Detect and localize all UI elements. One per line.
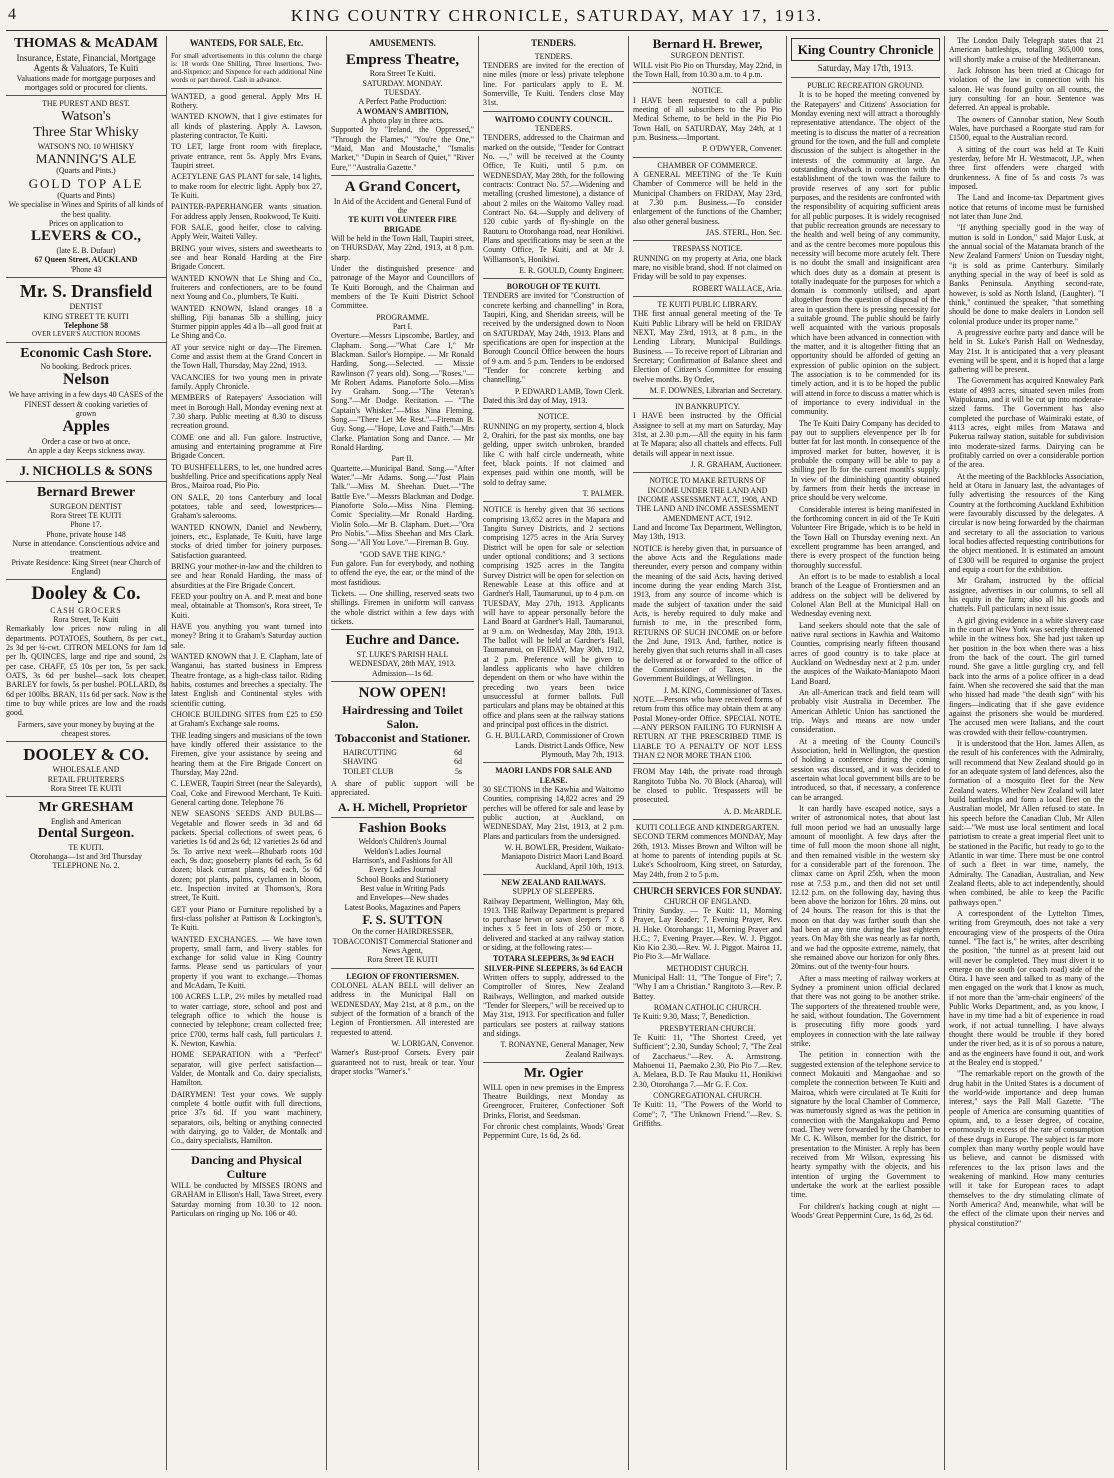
editorial-paragraph: At a meeting of the County Council's Association, held in Wellington, the question of holding a conference during the coming session was discussed, and it was decided to ascertain what local government bills are to be introduced, so that, if necessary, a conference can be arranged.	[791, 736, 940, 802]
michell-title: A. H. Michell, Proprietor	[337, 799, 468, 814]
notice-title: NOTICE.	[538, 412, 569, 422]
dooley-address: Rora Street, Te Kuiti	[53, 614, 119, 624]
editorial-paragraph: Considerable interest is being manifested in the forthcoming concert in aid of the Te Kuiti Volunteer Fire Brigade, which is to be held in the Town Hall on Thursday evening next. An excellent programme has been arranged, and there is every prospect of the function being thoroughly successful.	[791, 504, 940, 570]
commerce-title: CHAMBER OF COMMERCE.	[657, 160, 758, 170]
king-sign: J. M. KING, Commissioner of Taxes.	[663, 685, 782, 695]
classified-ad: WANTED KNOWN, Daniel and Newberry, joiners, etc., Esplanade, Te Kuiti, have large stocks of dried timber for joinery purposes. Satisfaction guaranteed.	[171, 522, 322, 560]
mannings-title: MANNING'S ALE	[35, 151, 137, 167]
dooley2-wholesale: WHOLESALE AND	[52, 765, 120, 775]
editorial-title: PUBLIC RECREATION GROUND.	[807, 80, 924, 90]
editorial-paragraph: It is to be hoped the meeting convened by the Ratepayers' and Citizens' Association for Monday evening next will attract a thoroughly representative attendance. The object of the meeting is to discuss the matter of a recreation ground for the town, and the full and complete discussion of the subject is altogether in the interests of the community at large. An outstanding drawback in connection with the establishment of the town was the failure to provide reserves of any sort for public purposes, and the residents are confronted with the responsibility of acquiring sufficient areas for all public purposes. It is widely recognised that public recreation grounds are necessary to the health and well being of any community, and as the centre becomes more populous this necessity will become more acutely felt. There is no doubt the small and insignificant area which does duty as a domain at present is totally inadequate for the purposes for which a domain is commonly utilised, and apart altogether from the question of disposal of the area in question there is pressing necessity for a suitable ground. The public should be fairly well acquainted with the various proposals which have been advanced in connection with the matter, and it is altogether fitting that an opportunity should be afforded of getting an expression of public opinion on the subject. The association is to be commended for its timely action, and it is to be hoped the public will attend in force to discuss a matter which is of importance to every individual in the community.	[791, 90, 940, 417]
news-paragraph: A progressive euchre party and dance will be held in St. Luke's Parish Hall on Wednesday, May 21st. It is anticipated that a very pleasant evening will be spent, and it is hoped that a large gathering will be present.	[949, 327, 1104, 375]
goldtop-title: GOLD TOP ALE	[28, 175, 144, 191]
news-paragraph: "The remarkable report on the growth of the drug habit in the United States is a document of the world-wide importance and deep human interest," says the Pall Mall Gazette. "The people of America are consuming quantities of opium, and, to a lesser degree, of cocaine, enormously in excess of the rate of consumption of these drugs in Europe. The subject is far more complex than many worthy people would have us believe, and cannot be dismissed with references to the lax prison laws and the weakening of mankind. How many centuries will it take for European races to adapt themselves to the dry stimulating climate of North America? And, meanwhile, what will be the effect of the climate upon their nerves and physical constitution?"	[949, 1069, 1104, 1228]
price-value: 6d	[454, 757, 462, 767]
coe-title: CHURCH OF ENGLAND.	[663, 896, 752, 906]
empress-address: Rora Street Te Kuiti.	[369, 69, 436, 79]
meth-title: METHODIST CHURCH.	[666, 963, 749, 973]
classified-ad: FOR SALE, good heifer, close to calving. Apply Weir, Waitetì Valley.	[171, 222, 322, 242]
dransfield-title: Mr. S. Dransfield	[19, 281, 153, 302]
classified-ad: PAINTER-PAPERHANGER wants situation. For address apply Jensen, Rookwood, Te Kuiti.	[171, 202, 322, 221]
part1-title: Part I.	[392, 321, 413, 331]
column-1-advertisements	[6, 36, 166, 1470]
presb-text: Te Kuiti: 11, "The Shortest Creed, yet Sufficient"; 2.30, Sunday School; 7, "The Zeal of Zacchaeus."—Rev. A. Armstrong. Mahoenui 11, Paemako 2.30, Pio Pio 7.—Rev. A. Melaea, B.D. Te Rau Mauku 11, Honikiwi 2.30, Otorohanga 7.—Mr G. F. Cox.	[633, 1033, 782, 1089]
concert-under: Under the distinguished presence and patronage of the Mayor and Councillors of Te Kuiti Borough, and the Chairman and members of the Te Kuiti District School Committee.	[331, 263, 474, 311]
lamb-sign: P. EDWARD LAMB, Town Clerk.	[514, 386, 624, 396]
concert-brigade: TE KUITI VOLUNTEER FIRE BRIGADE	[348, 215, 457, 234]
sutton-sub: On the corner HAIRDRESSER, TOBACCONIST Commercial Stationer and News Agent,	[332, 927, 473, 955]
editorial-paragraph: It can hardly have escaped notice, says a writer of astronomical notes, that about last full moon period we had an unusually large amount of moonlight. A few days after the time of full moon the moon shone all night, and then remained visible in the western sky for a considerable part of the forenoon. The climax came on April 25th, when the moon rose at 7.53 p.m., and then did not set until 12.12 p.m. on the following day, having thus been above the horizon for 16hrs. 20 mins. out of 24 hours. The reason for this is that the moon on that day was farther south than she had been at any time during the last eighteen years. On May 8th she was nearly as far north, and we had the opposite extreme, namely, that she remained above our horizon for only 8hrs. 20mins. out of the twenty-four hours.	[791, 803, 940, 972]
classified-ad: WANTED KNOWN, that I give estimates for all kinds of plastering. Apply A. Lawson, plastering contractor, Te Kuiti.	[171, 112, 322, 140]
no-booking: No booking. Bedrock prices.	[40, 362, 132, 372]
tax-dept: Land and Income Tax Department, Wellington, May 13th, 1913.	[633, 523, 782, 542]
brewer-private-phone: Phone, private house 148	[46, 529, 126, 539]
cong-text: Te Kuiti: 11, "The Powers of the World to Come"; 7, "The Unknown Friend."—Rev. S. Griffiths.	[633, 1100, 782, 1129]
classified-ad: DAIRYMEN! Test your cows. We supply complete 4 bottle outfit with full directions, price 37s 6d. If you want machinery, separators, oils, belting or anything connected with dairying, go to Valder, de Montalk and Co., dairy specialists, Hamilton.	[171, 1089, 322, 1146]
dooley2-retail: RETAIL FRUITERERS	[47, 774, 125, 784]
classified-ad: C. LEWER, Taupiri Street (near the Saleyards), Coal, Coke and Firewood Merchant, Te Kuiti. General carting done. Telephone 76	[171, 779, 322, 807]
tenders-title: TENDERS.	[531, 38, 576, 48]
classified-ad: COME one and all. Fun galore. Instructive, amusing and entertaining programme at Fire Brigade Concert.	[171, 432, 322, 461]
photo-text: A photo play in three acts.	[361, 115, 444, 125]
watsons-title: Watson's	[61, 108, 111, 124]
ambition-title: A WOMAN'S AMBITION,	[356, 106, 449, 116]
kinder-text: SECOND TERM commences MONDAY, May 26th, 1913. Misses Brown and Wilton will be at home to parents of intending pupils at St. Luke's Schoolroom, King street, on Saturday, May 24th, from 2 to 5 p.m.	[633, 832, 782, 879]
goldtop-sub: (Quarts and Pints)	[57, 191, 115, 201]
sterl-sign: JAS. STERL, Hon. Sec.	[705, 227, 782, 237]
railways-text-2: Written offers to supply, addressed to the Comptroller of Stores, New Zealand Railways, Wellington, and marked outside "Tender for Sleepers," will be received up to May 31st, 1913. For specification and fuller particulars see posters at railway stations and sidings.	[483, 973, 624, 1039]
news-paragraph: The London Daily Telegraph states that 21 American battleships, totalling 365,000 tons, will shortly make a cruise of the Mediterranean.	[949, 36, 1104, 64]
sutton-title: F. S. SUTTON	[362, 911, 443, 927]
brewer-residence: Private Residence: King Street (near Church of England)	[11, 557, 161, 576]
empress-days: SATURDAY. MONDAY.	[362, 78, 443, 88]
news-paragraphs	[949, 36, 1104, 1228]
news-paragraph: A correspondent of the Lyttelton Times, writing from Greymouth, does not take a very encouraging view of the prospects of the Otira tunnel. "The fact is," he writes, after describing the position, "the tunnel as at present laid out will never be completed. They must divert it to emerge on the south (or coach road) side of the Otira. I have seen and talked to as many of the men engaged on the work that I know as much, if not more than the 'arm-chair engineers' of the Public Works Department, and, as you know, I have in my time had a bit of experience in road work, if not actual tunnelling. I have always thought there would be trouble if they bored under the river bed, as it is of so porous a nature, and as the engineers have found it out, and work at the Bealey end is stopped."	[949, 908, 1104, 1068]
euchre-admission: Admission—1s 6d.	[372, 668, 433, 678]
editorial-paragraphs	[791, 90, 940, 1220]
editorial-paragraph: An all-American track and field team will probably visit Australia in December. The American Athletic Union has sanctioned the trip. Ways and means are now under consideration.	[791, 687, 940, 735]
supported-text: Supported by "Ireland, the Oppressed," "Through the Flames," "You're the One," "Maid, Man and Moustache," "Ismalis Market," "Dupin in Search of Quiet," "River Eure," "Australia Gazette."	[331, 125, 474, 172]
dancing-title: Dancing and Physical Culture	[191, 1152, 302, 1181]
gresham-english: English and American	[50, 816, 122, 826]
grown-text: grown	[75, 408, 97, 418]
wallace-sign: ROBERT WALLACE, Aria.	[692, 283, 782, 293]
mcardle-sign: A. D. McARDLE.	[723, 806, 782, 816]
wanteds-intro: For small advertisements in this column the charge is: 18 words One Shilling, Three Insertions, Two-and-Sixpence; and Sixpence for each additional Nine words or part thereof. Cash in advance.	[171, 51, 322, 85]
commerce-text: A GENERAL MEETING of the Te Kuiti Chamber of Commerce will be held in the Municipal Chambers on FRIDAY, May 23rd, at 7.30 p.m. Business.—To consider enlargement of the functions of the Chamber; also other general business.	[633, 169, 782, 226]
pathe-text: A Perfect Pathe Production:	[358, 97, 447, 107]
coe-text: Trinity Sunday. — Te Kuiti: 11, Morning Prayer, Lay Reader; 7, Evening Prayer, Rev. H. Hoke. Otorohanga: 11, Morning Prayer and H.C.; 7, Evening Prayer.—Rev. W. J. Piggot. Kio Kio 2.30.—Rev. W. J. Piggot. Mairoa 11, Pio Pio 3.—Mr Wallace.	[633, 905, 782, 962]
classified-ad: WANTED EXCHANGES. — We have town property, small farm, and livery stables for exchange for solid value in King Country farms. Please send us particulars of your property if you want to exchange.—Thomas and McAdam, Te Kuiti.	[171, 934, 322, 991]
classified-ad: HOME SEPARATION with a "Perfect" separator, will give perfect satisfaction—Valder, de Montalk and Co. dairy specialists, Hamilton.	[171, 1050, 322, 1088]
bullard-sign: G. H. BULLARD, Commissioner of Crown Lands. District Lands Office, New Plymouth, May 7th, 1913.	[485, 731, 624, 759]
sleepers-title: SUPPLY OF SLEEPERS.	[512, 887, 595, 897]
amusements-title: AMUSEMENTS.	[369, 38, 436, 48]
rc-title: ROMAN CATHOLIC CHURCH.	[653, 1003, 762, 1013]
brewer-h-title: Bernard H. Brewer,	[652, 36, 763, 51]
classified-ad: BRING your mother-in-law and the children to see and hear Ronald Harding, the mass of absurdities at the Fire Brigade Concert.	[171, 562, 322, 590]
gould-sign: E. R. GOULD, County Engineer.	[519, 265, 624, 275]
trespass-text: RUNNING on my property at Aria, one black mare, no visible brand, shod. If not claimed on Friday will be sold to pay expenses.	[633, 253, 782, 282]
totara-prices: TOTARA SLEEPERS, 3s 9d EACH SILVER-PINE SLEEPERS, 3s 6d EACH	[484, 954, 623, 973]
column-4-tenders	[478, 36, 628, 1470]
wanteds-title: WANTEDS, FOR SALE, Etc.	[189, 38, 304, 48]
notice-2: NOTICE is hereby given that 36 sections comprising 13,652 acres in the Mapara and Tangitu Survey Districts, and 2 sections comprising 1275 acres in the Aria Survey District will be open for sale or selection under optional conditions; and 3 sections comprising 1925 acres in the Tangitu Survey District will be open for selection on Renewable Lease at this office and at Gardner's Hall, Taumarunui, up to 4 p.m. on TUESDAY, May 27th, 1913. Applicants will have to appear personally before the Land Board at Gardner's Hall, Taumarunui, at 9 a.m. on Wednesday, May 28th, 1913. The ballot will be held at Gardner's Hall, Taumarunui, on FRIDAY, May 30th, 1912, at 2 p.m. Preference will be given to landless applicants who have children dependent on them or who have within the preceding two years been twice unsuccessful at former ballots. Full particulars and plans may be obtained at this office and plans seen at the railway stations and principal post offices in the district.	[483, 505, 624, 729]
price-list	[343, 748, 462, 776]
news-paragraph: Jack Johnson has been tried at Chicago for violation of the law in connection with his saloon. He was found guilty on all counts, the jury consulting for an hour. Sentence was deferred. An appeal is probable.	[949, 65, 1104, 113]
road-closed-text: FROM May 14th, the private road through Rangitoto Tubba No. 70 Block (Aharoa), will be closed to public. Trespassers will be prosecuted.	[633, 767, 782, 805]
legion-title: LEGION OF FRONTIERSMEN.	[346, 971, 459, 981]
page-number: 4	[8, 6, 16, 23]
programme-title: PROGRAMME.	[376, 312, 429, 322]
legion-lorigan: W. LORIGAN, Convenor.	[391, 1038, 474, 1048]
notice-1: RUNNING on my property, section 4, block 2, Orahiri, for the past six months, one bay gelding, upper switch unbroken, branded like C with half circle underneath, white feet, black points. If not claimed and expenses paid within one month, will be sold to defray same.	[483, 421, 624, 487]
dransfield-telephone: Telephone 58	[63, 320, 109, 330]
classified-ad: AT your service night or day—The Firemen. Come and assist them at the Grand Concert in the Town Hall, Thursday, May 22nd, 1913.	[171, 342, 322, 371]
god-save-king: "GOD SAVE THE KING."	[359, 549, 446, 559]
mannings-sub: (Quarts and Pints.)	[56, 166, 116, 176]
share-text: A share of public support will be appreciated.	[331, 779, 474, 798]
classified-ad: BRING your wives, sisters and sweethearts to see and hear Ronald Harding at the Fire Brigade Concert.	[171, 243, 322, 272]
column-5-notices	[628, 36, 786, 1470]
gresham-tekuiti: TE KUITI.	[68, 842, 104, 852]
brewer-nurse: Nurse in attendance. Conscientious advice and treatment.	[12, 538, 160, 558]
downes-sign: M. F. DOWNES, Librarian and Secretary.	[649, 385, 782, 395]
churches-title: CHURCH SERVICES FOR SUNDAY.	[633, 885, 782, 896]
editorial-paragraph: An effort is to be made to establish a local branch of the League of Frontiersmen and an address on the subject will be delivered by Colonel Alan Bell at the Municipal Hall on Wednesday evening next.	[791, 572, 940, 619]
presb-title: PRESBYTERIAN CHURCH.	[659, 1023, 756, 1033]
thomas-subtitle: Insurance, Estate, Financial, Mortgage Agents & Valuators, Te Kuiti	[16, 52, 156, 74]
levers-title: LEVERS & CO.,	[30, 228, 142, 245]
tender-1: TENDERS are invited for the erection of nine miles (more or less) private telephone line. For particulars apply to E. M. Somerville, Te Kuiti. Tenders close May 31st.	[483, 60, 624, 108]
tender-2: TENDERS, addressed to the Chairman and marked on the outside, "Tender for Contract No. —," will be received at the County Office, Te Kuiti, until 5 p.m. on WEDNESDAY, May 28th, for the following contracts: Contract No. 57.—Widening and metalling (crushed limestone), a distance of about 2 miles on the Waitomo Valley road. Contract No. 64.—Supply and delivery of 120 cubic yards of fly-shingle on the Rauturu to Otorohanga road, near Honikiwi. Plans and specifications may be seen at the County Office, Te Kuiti, and at Mr J. Williamson's, Honikiwi.	[483, 133, 624, 264]
classified-ad: ACETYLENE GAS PLANT for sale, 14 lights, to make room for electric light. Apply box 27, Te Kuiti.	[171, 172, 322, 200]
gresham-dental: Dental Surgeon.	[37, 826, 135, 842]
classified-ad: WANTED KNOWN that Le Shing and Co., fruiterers and confectioners, are to be found next Young and Co., plumbers, Te Kuiti.	[171, 273, 322, 302]
part2-title: Part II.	[391, 454, 414, 464]
euchre-date: WEDNESDAY, 28th MAY, 1913.	[349, 659, 456, 669]
classified-ad: CHOICE BUILDING SITES from £25 to £50 at Graham's Exchange sale rooms.	[171, 709, 322, 729]
news-paragraph: "If anything specially good in the way of mutton is sold in London," said Major Lusk, at the annual social of the Matamata branch of the New Zealand Farmers' Union on Tuesday night, "it is sold as prime Canterbury. Similarly anything special in the way of beef is sold as Banks Peninsula. Anything second-rate, however, is sold as North Island, (Laughter). "I think," continued the speaker, "that something should be done to make dealers in London sell colonial produce under its proper name."	[949, 223, 1104, 326]
prices-text: Prices on application to	[48, 219, 124, 229]
editorial-paragraph: The petition in connection with the suggested extension of the telephone service to connect Mokauiti and Mangaohae and so complete the connection between Te Kuiti and Mairoa, which were circulated at Te Kuiti for signature by the local Chamber of Commerce, was numerously signed as was the petition in connection with the Mangakakopu and Pemo road. They were forwarded by the Chamber to Mr C. K. Wilson, member for the district, for presentation to the Minister. A reply has been received from Mr Wilson, expressing his hearty sympathy with the objects, and his intention of urging the Government to undertake the work at the earliest possible time.	[791, 1050, 940, 1200]
column-2-wanteds	[166, 36, 326, 1470]
rc-text: Te Kuiti: 9.30, Mass; 7, Benediction.	[633, 1012, 750, 1022]
library-text: THE first annual general meeting of the Te Kuiti Public Library will be held on FRIDAY NEXT, May 23rd, 1913, at 8 p.m., in the Lending Library, Municipal Buildings. Business. — To receive report of Librarian and Secretary; Confirmation of Balance sheet and Election of Citizen's Committee for ensuing twelve months. By Order,	[633, 309, 782, 384]
railways-title: NEW ZEALAND RAILWAYS.	[501, 877, 606, 887]
borough-title: BOROUGH OF TE KUITI.	[506, 282, 601, 292]
brewer-h-text: WILL visit Pio Pio on Thursday, May 22nd, in the Town Hall, from 10.30 a.m. to 4 p.m.	[633, 60, 782, 79]
price-item: HAIRCUTTING	[343, 748, 397, 758]
column-6-editorial	[786, 36, 944, 1470]
classified-ad: NEW SEASONS SEEDS AND BULBS—Vegetable and flower seeds in 3d and 6d packets. Special collections of sweet peas, 6 varieties 1s 6d and 2s 6d; 12 varieties 2s 6d and 5s. To arrive next week—Rhubarb roots 10d each, 9s doz; gooseberry plants 6d each, 5s 6d dozen; black currant plants, 6d each, 5s 6d dozen; pot plants, palms, cyclamen in bloom, etc. Inspection invited at Thomson's, Rora street, Te Kuiti.	[171, 809, 322, 903]
bowler-sign: W. H. BOWLER, President, Waikato-Maniapoto District Maori Land Board. Auckland, April 10th, 1913.	[501, 842, 624, 871]
railways-text-1: Railway Department, Wellington, May 6th, 1913. THE Railway Department is prepared to purchase hewn or sawn sleepers 7 x 8 inches x 5 feet in lots of 250 or more, delivered and stacked at any railway station or siding, at the following rates:—	[483, 896, 624, 953]
cong-title: CONGREGATIONAL CHURCH.	[653, 1091, 762, 1101]
sutton-rora: Rora Street TE KUITI	[367, 955, 438, 965]
fun-text: Fun galore. Fun for everybody, and nothing to offend the eye, the ear, or the mind of the most fastidious.	[331, 559, 474, 587]
meth-text: Municipal Hall: 11, "The Tongue of Fire"; 7, "Why I am a Christian." Rangitoto 3.—Rev. P. Battey.	[633, 973, 782, 1001]
specialise-text: We specialise in Wines and Spirits of all kinds of the best quality.	[8, 200, 164, 219]
levers-address: 67 Queen Street, AUCKLAND	[34, 255, 138, 265]
classified-ad: FEED your poultry on A. and P. meat and bone meal, obtainable at Thomson's, Rora street, Te Kuiti.	[171, 592, 322, 620]
tenders-sub: TENDERS.	[534, 51, 573, 61]
dooley-title: Dooley & Co.	[31, 583, 141, 605]
maori-lands-text: 30 SECTIONS in the Kawhia and Waitomo Counties, comprising 14,822 acres and 29 perches will be offered for sale and lease by public auction, at Auckland, on WEDNESDAY, May 21st, 1913, at 2 p.m. Plans and particulars from the undersigned.	[483, 784, 624, 841]
brewer-rora: Rora Street TE KUITI	[50, 510, 122, 520]
apples-title: Apples	[62, 418, 110, 436]
thomas-mcadam-title: THOMAS & McADAM	[14, 36, 158, 51]
odwyer-sign: P. O'DWYER, Convener.	[702, 144, 782, 154]
brewer-surgeon: SURGEON DENTIST	[49, 501, 123, 511]
thomas-text: Valuations made for mortgage purposes and mortgages sold or procured for clients.	[16, 73, 156, 93]
classified-ad: HAVE you anything you want turned into money? Bring it to Graham's Saturday auction sale.	[171, 622, 322, 650]
dransfield-street: KING STREET TE KUITI	[43, 311, 129, 321]
editorial-paragraph: After a mass meeting of railway workers at Sydney a prominent union official declared that there was not going to be another strike. The supporters of the threatened trouble were, he said, without foundation. The Government is prosecuting fifty more goods yard employees in connection with the late railway strike.	[791, 973, 940, 1049]
tobacconist-title: Tobacconist and Stationer.	[334, 730, 471, 745]
euchre-title: Euchre and Dance.	[345, 633, 460, 649]
chest-text: For chronic chest complaints, Woods' Great Peppermint Cure, 1s 6d, 2s 6d.	[483, 1121, 624, 1141]
fashion-list: Weldon's Children's Journal Weldon's Ladies Journal Harrison's, and Fashions for All Every Ladies Journal School Books and Stationery Best value in Writing Pads and Envelopes—New shades Latest Books, Magazines and Papers	[344, 837, 461, 912]
three-star-title: Three Star Whisky	[33, 125, 139, 141]
part2-text: Quartette.—Municipal Band. Song.—"After Water."—Mr Adams. Song.—"Just Plain Talk."—Miss M. Sheehan. Duet.—"The Battle Eve."—Messrs Blackman and Dodge. Pianoforte Solo.—Miss Nina Fleming. Comic Speciality.—Mr Ronald Harding. Violin Solo.—Mr B. Clapham. Duet.—"Ora Pro Nobis."—Miss Sheehan and Mrs Clark. Song.—"All You Love."—Fireman B. Guy.	[331, 463, 474, 548]
classified-ad: WANTED KNOWN, Island oranges 18 a shilling, Fiji bananas 5lb a shilling, juicy Sturmer pippin apples 4d a lb—all good fruit at Le Shing and Co.	[171, 303, 322, 341]
price-item: SHAVING	[343, 757, 378, 767]
graham-sign: J. R. GRAHAM, Auctioneer.	[690, 460, 782, 470]
economic-title: Economic Cash Store.	[20, 345, 152, 361]
classified-ad: WANTED KNOWN that J. E. Clapham, late of Wanganui, has started business in Empress Theatre frontage, as a high-class tailor. Riding habits, costumes and breeches a specialty. The latest English and Continental styles with scientific cutting.	[171, 651, 322, 708]
column-7-news	[944, 36, 1108, 1470]
part1-text: Overture.—Messrs Lipscombe, Bartley, and Clapham. Song.—"What Care I," Mr Blackman. Sailor's Hornpipe. — Mr Ronald Harding. Song.—Selected. — Missie Rawlinson (7 years old). Song.—"Roses."—Mr Robert Adams. Pianoforte Solo.—Miss Ivy Graham. Song.—"The Veteran's Song."—Mr Dodge. Recitation. — "The Captain's Whisker."—Miss Nina Fleming. Song.—"There Let Me Rest."—Fireman B. Guy. Song.—"Hope, Love and Faith."—Mrs Clarke. Plantation Song and Dance. — Mr Ronald Harding.	[331, 331, 474, 453]
tax-text: NOTICE is hereby given that, in pursuance of the above Acts and the Regulations made thereunder, every person and company within the meaning of the said Acts, having derived income during the year ending March 31st, 1913, from any source of income which is made the subject of taxation under the said Acts, is hereby required to duly make and furnish to me, in the prescribed form, RETURNS OF SUCH INCOME on or before the 2nd June, 1913. And, further, notice is hereby given that such returns shall in all cases be delivered at or forwarded to the office of the Commissioner of Taxes, in the Government Buildings, at Wellington.	[633, 543, 782, 684]
classified-ad: TO LET, large front room with fireplace, private entrance, rent 5s. Apply Mrs Evans, Taupiri street.	[171, 142, 322, 170]
classified-ad: 100 ACRES L.LP., 2½ miles by metalled road to water carriage, store, school and post and telegraph office to which the house is connected by telephone; cream collected free; price £700, terms half cash, full particulars J. K. Newton, Kawhia.	[171, 992, 322, 1049]
library-title: TE KUITI PUBLIC LIBRARY.	[657, 299, 758, 309]
apples-text: We have arriving in a few days 40 CASES of the FINEST dessert & cooking varieties of	[8, 390, 164, 409]
news-paragraph: A girl giving evidence in a white slavery case in the court at New York was secretly threatened while in the witness box. She had just taken up her position in the box when there was a hiss from the back of the court. The girl turned round. She gave a little gurgling cry, and fell back into the arms of a police officer in a dead faint. When she recovered she said that the man who hissed had made "the death sign" with his fingers—indicating that if she gave evidence against the prisoners she would be murdered. The accused men were Italians, and the court was crowded with their fellow-countrymen.	[949, 615, 1104, 737]
levers-sub: (late E. B. Dufaur)	[56, 246, 116, 256]
classified-ad: MEMBERS of Ratepayers' Association will meet in Borough Hall, Monday evening next at 7.30 sharp. Public meeting at 8.30 to discuss recreation ground.	[171, 393, 322, 431]
apple-day-text: An apple a day Keeps sickness away.	[27, 446, 145, 456]
news-paragraph: Mr Graham, instructed by the official assignee, advertises in our columns, to sell all his equity in the farm; also all his goods and chattels. Full particulars in next issue.	[949, 576, 1104, 614]
price-row	[343, 767, 462, 776]
levers-phone: 'Phone 43	[70, 264, 102, 274]
gresham-telephone: TELEPHONE No. 2.	[52, 861, 120, 871]
hairdressing-title: Hairdressing and Toilet Salon.	[342, 702, 463, 731]
news-paragraph: The owners of Cannobar station, New South Wales, have purchased a Roorgate stud ram for £1500, equal to the Australian record.	[949, 114, 1104, 143]
farmers-text: Farmers, save your money by buying at the cheapest stores.	[17, 719, 155, 738]
ogier-text: WILL open in new premises in the Empress Theatre Buildings, next Monday as Greengrocer, Fruiterer, Confectioner Soft Drinks, Florist, and Seedsman.	[483, 1082, 624, 1120]
fashion-title: Fashion Books	[358, 820, 447, 836]
bankruptcy-text: I HAVE been instructed by the Official Assignee to sell at my mart on Saturday, May 31st, at 2.30 p.m.—All the equity in his farm at Te Mapara; also all chattels and effects. Full details will appear in next issue.	[633, 411, 782, 458]
masthead-rule	[6, 30, 1108, 31]
classified-ad: GET your Piano or Furniture repolished by a first-class polisher at Pattison & Lockington's, Te Kuiti.	[171, 904, 322, 933]
dooley2-rora: Rora Street TE KUITI	[50, 783, 122, 793]
tax-note: NOTE.—Persons who have received forms of return from this office may obtain them at any Postal Money-order Office. SPECIAL NOTE.—ANY PERSON FAILING TO FURNISH A RETURN AT THE PRESCRIBED TIME IS LIABLE TO A PENALTY OF NOT LESS THAN £2 NOR MORE THAN £100.	[633, 695, 782, 760]
price-row	[343, 757, 462, 766]
nelson-title: Nelson	[62, 371, 110, 389]
news-paragraph: It is understood that the Hon. James Allen, as the result of his conferences with the Admiralty, will recommend that New Zealand should go in for an adequate system of land defences, also the formation of a mosquito fleet for the New Zealand waters. Whether New Zealand will later build battleships and form a local fleet on the Australian model, Mr Allen refused to state. In his speech before the Canadian Club, Mr Allen said:—"We must use local sentiment and local patriotism to create a great imperial fleet unit to be stationed in the Pacific, but ready to go to the Atlantic in war time. There must be one control of such a fleet in war time, namely, the Admiralty. The Canadian, Australian, and New Zealand fleets, able to act independently, should when combined, be able to keep the Pacific pathways open."	[949, 738, 1104, 907]
waitomo-tenders: TENDERS.	[534, 123, 573, 133]
bankruptcy-title: IN BANKRUPTCY.	[675, 402, 740, 412]
brewer-h-surgeon: SURGEON DENTIST.	[670, 51, 745, 61]
over-levers: OVER LEVER'S AUCTION ROOMS	[31, 330, 141, 339]
editorial-date: Saturday, May 17th, 1913.	[817, 63, 914, 74]
notice5-title: NOTICE.	[692, 86, 723, 96]
classified-ad: TO BUSHFELLERS, to let, one hundred acres bushfelling. Price and specifications apply Neal Bros., Mairoa road, Pio Pio.	[171, 462, 322, 491]
now-open-title: NOW OPEN!	[358, 684, 447, 701]
masthead: KING COUNTRY CHRONICLE, SATURDAY, MAY 17, 1913.	[290, 6, 824, 25]
purest-text: THE PUREST AND BEST.	[42, 99, 130, 109]
editorial-masthead: King Country Chronicle	[791, 38, 940, 61]
dransfield-dentist: DENTIST	[69, 302, 103, 312]
dooley-cash-grocers: CASH GROCERS	[50, 605, 122, 615]
concert-held: Will be held in the Town Hall, Taupiri street, on THURSDAY, May 22nd, 1913, at 8 p.m. sharp.	[331, 233, 474, 262]
waitomo-title: WAITOMO COUNTY COUNCIL.	[494, 114, 613, 124]
dooley2-title: DOOLEY & CO.	[23, 745, 149, 765]
news-paragraph: At the meeting of the Backblocks Association, held at Otaru in January last, the advantages of fully advertising the resources of the King Country at the forthcoming Auckland Exhibition were favourably discussed by the delegates. A circular is now being forwarded by the chairman and secretary to all the association to various local bodies affected requesting contributions for the object mentioned. It is estimated an amount of £300 will be required to organise the project and equip a court for the exhibition.	[949, 471, 1104, 575]
palmer-sign: T. PALMER.	[582, 489, 624, 499]
gresham-otorohanga: Otorohanga—1st and 3rd Thursday	[30, 851, 142, 861]
news-paragraph: A sitting of the court was held at Te Kuiti yesterday, before Mr H. Westmacott, J.P., when three first offenders were charged with drunkenness. A fine of 5s and costs 7s was imposed.	[949, 144, 1104, 191]
nicholls-title: J. NICHOLLS & SONS	[19, 462, 153, 478]
price-value: 5s	[454, 766, 462, 776]
classified-ad: ON SALE, 20 tons Canterbury and local potatoes, table and seed, lowestprices—Graham's salerooms.	[171, 492, 322, 521]
editorial-paragraph: The Te Kuiti Dairy Company has decided to pay out to suppliers elevenpence per lb for butter fat for last month. In consequence of the improved market for butter, however, it is probable the company will be able to pay a shilling per lb for the current month's supply. In view of the diminishing quantity obtained by farmers from their herds the increase in price should be very welcome.	[791, 418, 940, 503]
wanteds-list	[171, 92, 322, 1146]
news-paragraph: The Government has acquired Knowaley Park estate of 4993 acres, situated seven miles from Waipukurau, and it will be cut up into moderate-sized farms. The Government has also completed the purchase of Waimiraki estate, of 4113 acres, eight miles from Matawa and Pukerua railway station, suitable for subdivision into moderate-sized farms. Dairying can be profitably carried on over a considerable portion of the area.	[949, 376, 1104, 470]
maori-lands-title: MAORI LANDS FOR SALE AND LEASE.	[495, 766, 612, 785]
price-row	[343, 748, 462, 757]
news-paragraph: The Land and Income-tax Department gives notice that returns of income must be furnished not later than June 2nd.	[949, 193, 1104, 221]
tender-3: TENDERS are invited for "Construction of concrete kerbing and channelling" in Rora, Taupiri, King, and Sheridan streets, will be received by the undersigned down to Noon on SATURDAY, May 24th, 1913. Plans and specifications are open for inspection at the Borough Council Office between the hours of 9 a.m. and 5 p.m. Tenders to be endorsed "Tender for concrete kerbing and channelling."	[483, 291, 624, 385]
returns-title: NOTICE TO MAKE RETURNS OF INCOME UNDER THE LAND AND INCOME ASSESSMENT ACT, 1908, AND THE LAND AND INCOME ASSESSMENT AMENDMENT ACT, 1912.	[636, 476, 779, 523]
editorial-paragraph: For children's hacking cough at night — Woods' Great Peppermint Cure, 1s 6d, 2s 6d.	[791, 1201, 940, 1220]
notice5-text: I HAVE been requested to call a public meeting of all subscribers to the Pio Pio Medical Scheme, to be held in the Pio Pio Town Hall, on SATURDAY, May 24th, at 1 p.m. Business.—Important.	[633, 95, 782, 142]
dancing-text: WILL be conducted by MISSES IRONS and GRAHAM in Ellison's Hall, Tawa Street, every Saturday morning from 10.30 to 12 noon. Particulars on ringing up No. 106 or 40.	[171, 1181, 322, 1219]
watson-no10: WATSON'S NO. 10 WHISKY	[37, 141, 135, 151]
st-luke-hall: ST. LUKE'S PARISH HALL	[356, 649, 449, 659]
legion-text: COLONEL ALAN BELL will deliver an address in the Municipal Hall on WEDNESDAY, May 21st, at 8 p.m., on the subject of the formation of a branch of the Legion of Frontiersmen. All interested are requested to attend.	[331, 980, 474, 1037]
ogier-title: Mr. Ogier	[523, 1066, 584, 1082]
ronayne-sign: T. RONAYNE, General Manager, New Zealand Railways.	[500, 1040, 624, 1059]
dooley-text: Remarkably low prices now ruling in all departments. POTATOES, Southern, 8s per cwt., 2s 3d per ¼-cwt. CITRON MELONS for Jam 1d per lb. QUINCES, large and ripe and sound, 2s per case. CHAFF, £5 10s per ton, 5s per sack. OATS, 3s 6d per bushel—sack lots cheaper. BARLEY for fowls, 5s per bushel. POLLARD, 8s 6d per 100lbs. BRAN, 11s 6d per sack. Now is the time to buy while prices are low and the roads good.	[6, 624, 166, 718]
order-text: Order a case or two at once.	[41, 437, 131, 447]
price-item: TOILET CLUB	[343, 766, 394, 776]
empress-title: Empress Theatre,	[345, 51, 460, 68]
empress-tuesday: TUESDAY.	[383, 87, 422, 97]
concert-title: A Grand Concert,	[344, 178, 461, 195]
trespass-title: TRESPASS NOTICE.	[672, 244, 743, 254]
kinder-title: KUITI COLLEGE AND KINDERGARTEN.	[635, 822, 780, 832]
warner-text: Warner's Rust-proof Corsets. Every pair guaranteed not to rust, break or tear. Your draper stocks "Warner's."	[331, 1048, 474, 1076]
concert-aid: In Aid of the Accident and General Fund of the	[333, 196, 472, 215]
classified-ad: VACANCIES for two young men in private family. Apply Chronicle.	[171, 372, 322, 392]
classified-ad: WANTED, a good general. Apply Mrs H. Rothery.	[171, 91, 322, 110]
column-3-amusements	[326, 36, 478, 1470]
brewer-phone: Phone 17.	[70, 520, 102, 530]
classified-ad: THE leading singers and musicians of the town have kindly offered their assistance to the Firemen, give your assistance by seeing and hearing them at the Fire Brigade Concert on Thursday, May 22nd.	[171, 730, 322, 777]
gresham-title: Mr GRESHAM	[38, 800, 134, 816]
brewer-title: Bernard Brewer	[36, 485, 136, 501]
tickets-text: Tickets. — One shilling, reserved seats two shillings. Firemen in uniform will canvass the whole district within a few days with tickets.	[331, 589, 474, 627]
editorial-paragraph: Land seekers should note that the sale of native rural sections in Kawhia and Waitomo Counties, comprising nearly fifteen thousand acres of good country is to take place at Auckland on Wednesday next at 2 p.m. under the auspices of the Waikato-Maniapoto Maori Land Board.	[791, 620, 940, 686]
price-value: 6d	[454, 748, 462, 758]
tender-3-dated: Dated this 3rd day of May, 1913.	[483, 396, 588, 406]
